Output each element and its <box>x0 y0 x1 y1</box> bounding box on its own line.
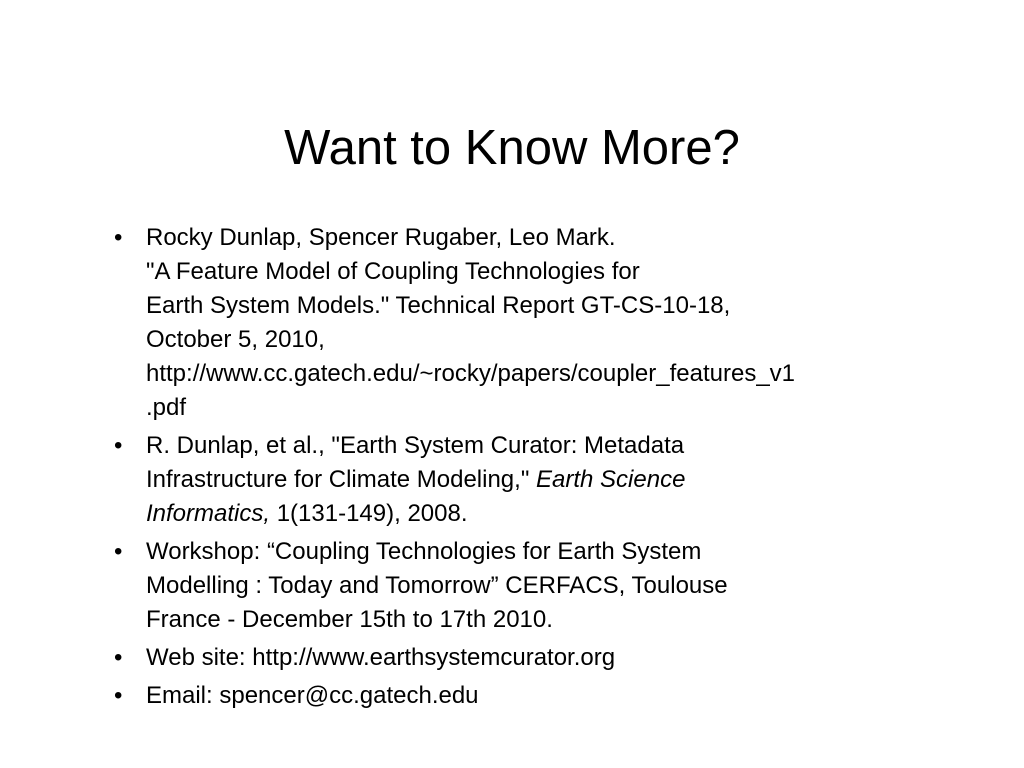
bullet-icon: • <box>114 644 123 671</box>
bullet-icon: • <box>114 432 123 459</box>
bullet-icon: • <box>114 682 123 709</box>
reference-date: October 5, 2010, <box>146 326 325 353</box>
reference-citation-line <box>146 463 934 497</box>
reference-url-continued: .pdf <box>146 394 187 421</box>
reference-list <box>114 221 934 717</box>
journal-name-continued: Informatics, <box>146 500 271 527</box>
reference-title-text: Infrastructure for Climate Modeling," <box>146 466 536 493</box>
workshop-line: Workshop: “Coupling Technologies for Earth System <box>146 538 702 565</box>
reference-report-line: Earth System Models." Technical Report GT-CS-10-18, <box>146 292 731 319</box>
journal-volume-year: 1(131-149), 2008. <box>270 500 468 527</box>
slide-title: Want to Know More? <box>284 121 740 175</box>
reference-item-feature-model <box>114 221 934 425</box>
website-text: Web site: http://www.earthsystemcurator.org <box>146 644 616 671</box>
reference-item-workshop <box>114 535 934 637</box>
bullet-icon: • <box>114 224 123 251</box>
journal-name: Earth Science <box>536 466 686 493</box>
reference-url: http://www.cc.gatech.edu/~rocky/papers/coupler_features_v1 <box>146 360 796 387</box>
workshop-line: France - December 15th to 17th 2010. <box>146 606 553 633</box>
reference-title-line: "A Feature Model of Coupling Technologies for <box>146 258 640 285</box>
reference-item-earth-system-curator <box>114 429 934 531</box>
reference-authors: Rocky Dunlap, Spencer Rugaber, Leo Mark. <box>146 224 616 251</box>
reference-citation-line: R. Dunlap, et al., "Earth System Curator: Metadata <box>146 432 685 459</box>
bullet-icon: • <box>114 538 123 565</box>
workshop-line: Modelling : Today and Tomorrow” CERFACS, Toulouse <box>146 572 728 599</box>
reference-item-email <box>114 679 934 713</box>
reference-item-website <box>114 641 934 675</box>
email-text: Email: spencer@cc.gatech.edu <box>146 682 479 709</box>
reference-citation-line <box>146 497 934 531</box>
